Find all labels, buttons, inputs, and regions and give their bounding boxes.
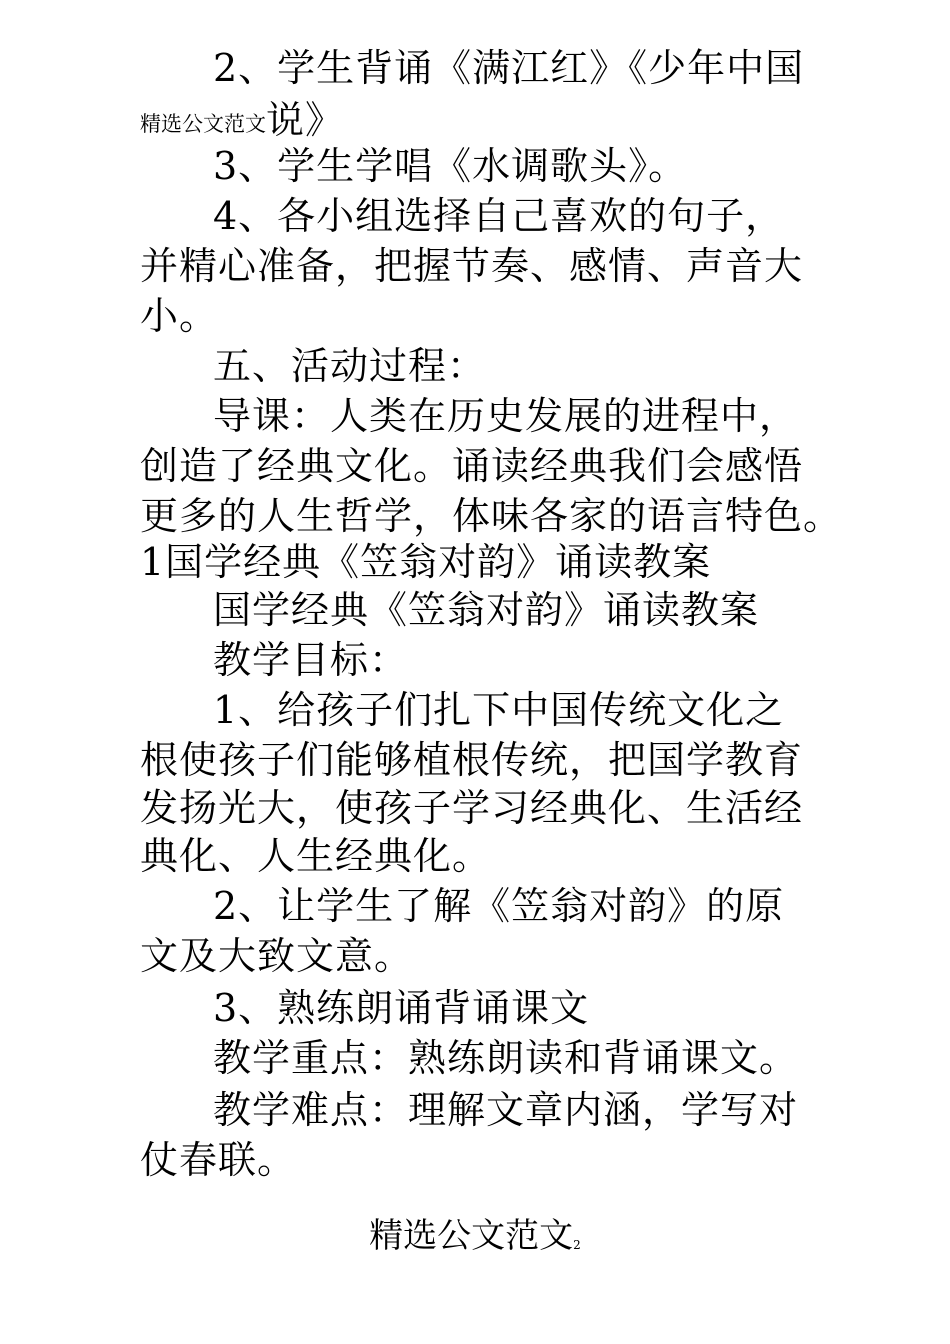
text-line: 教学重点：熟练朗读和背诵课文。 (213, 1036, 799, 1080)
text-line: 教学难点：理解文章内涵，学写对 (213, 1088, 799, 1132)
text-line: 文及大致文意。 (140, 934, 414, 978)
text-line (140, 96, 344, 148)
text-line: 2、学生背诵《满江红》《少年中国 (213, 46, 805, 90)
page-footer (0, 1214, 950, 1267)
text-line: 仗春联。 (140, 1138, 297, 1182)
text-line: 2、让学生了解《笠翁对韵》的原 (213, 884, 785, 928)
text-line: 根使孩子们能够植根传统，把国学教育 (140, 738, 804, 782)
text-line: 更多的人生哲学，体味各家的语言特色。 (140, 494, 843, 538)
text-line: 导课：人类在历史发展的进程中， (213, 394, 799, 438)
inline-watermark: 精选公文范文 (140, 112, 266, 136)
footer-text: 精选公文范文 (369, 1216, 574, 1256)
text-line: 3、学生学唱《水调歌头》。 (213, 144, 688, 188)
text-line: 发扬光大，使孩子学习经典化、生活经 (140, 786, 804, 830)
text-line: 4、各小组选择自己喜欢的句子， (213, 194, 785, 238)
text-line: 创造了经典文化。诵读经典我们会感悟 (140, 444, 804, 488)
text-line: 1、给孩子们扎下中国传统文化之 (213, 688, 785, 732)
text-line: 1国学经典《笠翁对韵》诵读教案 (140, 540, 712, 584)
text-line: 典化、人生经典化。 (140, 834, 492, 878)
section-heading: 教学目标： (213, 638, 409, 682)
section-heading: 五、活动过程： (213, 344, 487, 388)
text-line: 3、熟练朗诵背诵课文 (213, 986, 590, 1030)
document-title: 国学经典《笠翁对韵》诵读教案 (213, 588, 760, 632)
page-number: 2 (573, 1238, 581, 1252)
text-line-fragment: 说》 (266, 98, 345, 142)
text-line: 并精心准备，把握节奏、感情、声音大 (140, 244, 804, 288)
text-line: 小。 (140, 294, 219, 338)
